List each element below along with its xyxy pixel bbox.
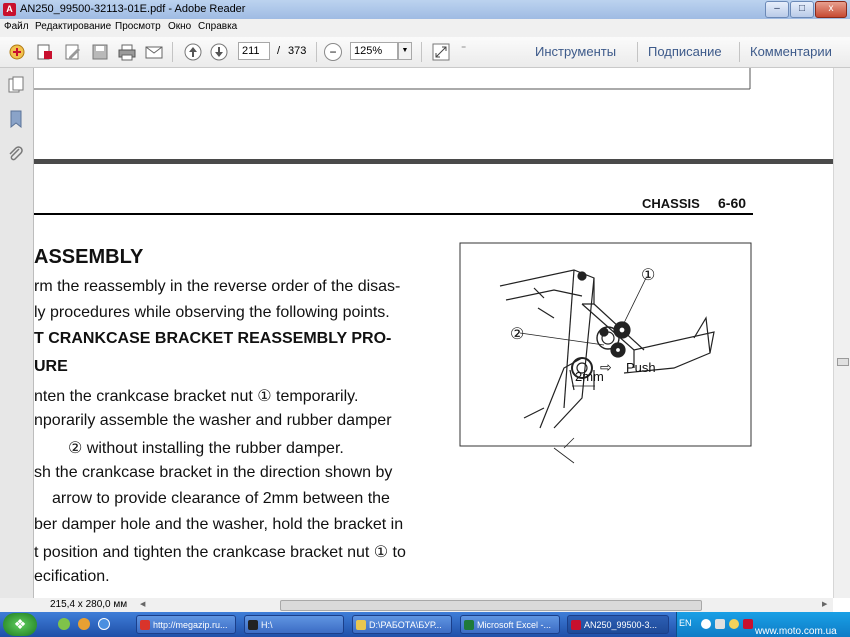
page-separator: /: [277, 45, 281, 57]
step-line: t position and tighten the crankcase bracket nut ① to: [34, 544, 406, 561]
excel-icon: [464, 620, 474, 630]
language-indicator[interactable]: EN: [679, 618, 692, 628]
zoom-input[interactable]: 125%: [350, 42, 398, 60]
print-icon[interactable]: [118, 43, 136, 61]
body-line: rm the reassembly in the reverse order of the disas-: [34, 278, 401, 295]
figure-gap-label: 2mm: [575, 369, 604, 384]
step-line: nten the crankcase bracket nut ① temporarily.: [34, 388, 359, 405]
adobe-reader-icon: A: [3, 3, 16, 16]
system-tray: [676, 612, 850, 637]
taskbar-item-browser[interactable]: [136, 615, 236, 634]
quicklaunch-icon[interactable]: [78, 618, 90, 630]
push-arrow-icon: ⇨: [600, 359, 612, 375]
task-label: H:\: [261, 620, 273, 630]
taskbar-item-folder[interactable]: [352, 615, 452, 634]
zoom-out-button[interactable]: −: [324, 43, 342, 61]
page-size-label: 215,4 x 280,0 мм: [50, 599, 128, 610]
watermark-text: www.moto.com.ua: [755, 626, 837, 637]
window-title: AN250_99500-32113-01E.pdf - Adobe Reader: [20, 3, 246, 15]
menu-bar: [0, 19, 850, 38]
adobe-reader-icon: [571, 620, 581, 630]
page-header-section: CHASSIS: [642, 196, 700, 211]
taskbar-item-excel[interactable]: [460, 615, 560, 634]
figure-callout-2: ②: [510, 326, 525, 343]
comment-link[interactable]: Комментарии: [750, 44, 832, 59]
bookmarks-icon[interactable]: [8, 110, 24, 128]
page-header-number: 6-60: [718, 195, 747, 211]
menu-view[interactable]: Просмотр: [115, 21, 161, 32]
tray-icon[interactable]: [743, 619, 753, 629]
more-tools-icon[interactable]: ⁼: [461, 44, 467, 55]
figure-callout-1: ①: [641, 267, 656, 284]
step-line: nporarily assemble the washer and rubber damper: [34, 412, 392, 429]
minimize-button[interactable]: –: [765, 1, 789, 18]
menu-edit[interactable]: Редактирование: [35, 21, 112, 32]
previous-page-icon[interactable]: [184, 43, 202, 61]
toolbar-separator: [316, 42, 317, 62]
step-line: arrow to provide clearance of 2mm between the: [52, 490, 390, 507]
horizontal-scrollbar[interactable]: [140, 598, 833, 612]
toolbar-separator: [739, 42, 740, 62]
subheading: T CRANKCASE BRACKET REASSEMBLY PRO-: [34, 330, 392, 347]
menu-file[interactable]: Файл: [4, 21, 29, 32]
navigation-pane: [0, 68, 34, 598]
close-button[interactable]: x: [815, 1, 847, 18]
step-line: ecification.: [34, 568, 110, 585]
start-button[interactable]: ❖: [3, 613, 37, 636]
quicklaunch-icon[interactable]: [98, 618, 110, 630]
task-label: Microsoft Excel -...: [477, 620, 552, 630]
folder-icon: [356, 620, 366, 630]
section-heading: ASSEMBLY: [34, 246, 144, 268]
toolbar: [0, 37, 850, 68]
task-label: AN250_99500-3...: [584, 620, 658, 630]
page-separator-bar: [34, 159, 833, 164]
taskbar: [0, 612, 850, 637]
sign-link[interactable]: Подписание: [648, 44, 722, 59]
create-pdf-icon[interactable]: [8, 43, 26, 61]
attachments-icon[interactable]: [8, 146, 24, 164]
toolbar-separator: [637, 42, 638, 62]
save-icon[interactable]: [91, 43, 109, 61]
page-thumbnails-icon[interactable]: [8, 76, 24, 94]
zoom-dropdown-button[interactable]: ▼: [398, 42, 412, 60]
document-view[interactable]: [34, 68, 833, 598]
step-line: sh the crankcase bracket in the direction shown by: [34, 464, 393, 481]
tools-link[interactable]: Инструменты: [535, 44, 617, 59]
volume-icon[interactable]: [715, 619, 725, 629]
task-label: http://megazip.ru...: [153, 620, 228, 630]
step-line: ② without installing the rubber damper.: [68, 440, 344, 457]
title-bar: [0, 0, 850, 20]
current-page-input[interactable]: 211: [238, 42, 270, 60]
scroll-thumb[interactable]: [837, 358, 849, 366]
taskbar-item-explorer[interactable]: [244, 615, 344, 634]
step-line: ber damper hole and the washer, hold the bracket in: [34, 516, 404, 533]
toolbar-separator: [172, 42, 173, 62]
scroll-left-icon[interactable]: ◀: [140, 601, 146, 608]
terminal-icon: [248, 620, 258, 630]
scroll-thumb[interactable]: [280, 600, 702, 611]
subheading: URE: [34, 358, 68, 375]
figure-push-label: Push: [626, 360, 656, 375]
total-pages: 373: [288, 45, 307, 57]
taskbar-item-reader[interactable]: [567, 615, 669, 634]
convert-pdf-icon[interactable]: [36, 43, 54, 61]
toolbar-separator: [421, 42, 422, 62]
menu-window[interactable]: Окно: [168, 21, 192, 32]
fit-page-icon[interactable]: [432, 43, 450, 61]
next-page-icon[interactable]: [210, 43, 228, 61]
menu-help[interactable]: Справка: [198, 21, 238, 32]
maximize-button[interactable]: □: [790, 1, 814, 18]
edit-icon[interactable]: [64, 43, 82, 61]
task-label: D:\РАБОТА\БУР...: [369, 620, 442, 630]
tray-icon[interactable]: [729, 619, 739, 629]
tray-icon[interactable]: [701, 619, 711, 629]
vertical-scrollbar[interactable]: [833, 68, 850, 598]
quicklaunch-icon[interactable]: [58, 618, 70, 630]
body-line: ly procedures while observing the following points.: [34, 304, 390, 321]
scroll-right-icon[interactable]: ▶: [822, 601, 828, 608]
email-icon[interactable]: [145, 43, 163, 61]
status-bar: [0, 598, 140, 612]
opera-icon: [140, 620, 150, 630]
